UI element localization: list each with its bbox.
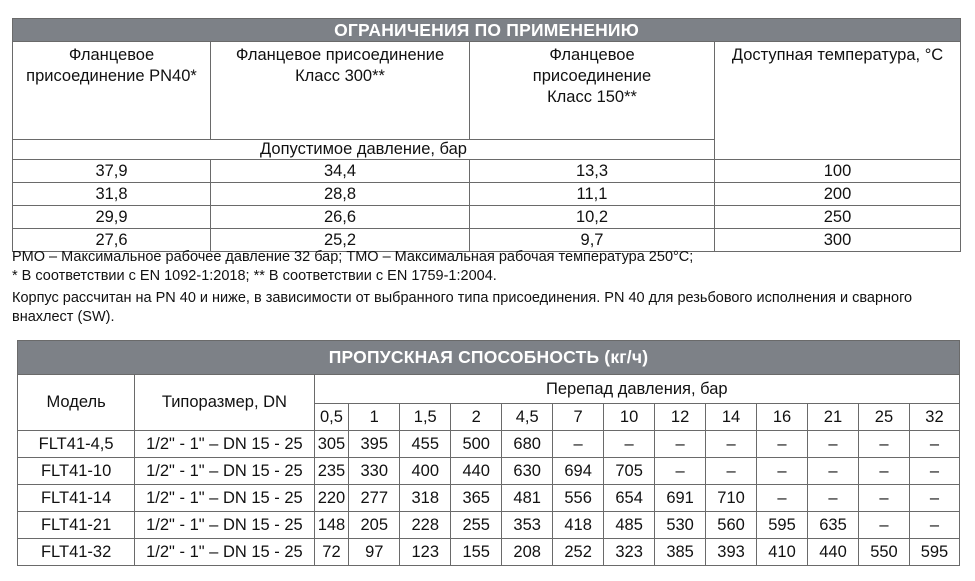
capacity-value-cell: 318 [400,485,451,512]
capacity-value-cell: 305 [314,431,349,458]
capacity-value-cell: 560 [706,512,757,539]
capacity-value-cell: 680 [502,431,553,458]
dp-header: Перепад давления, бар [314,375,959,404]
col-header-pn40: Фланцевое присоединение PN40* [13,42,211,140]
size-cell: 1/2" - 1" – DN 15 - 25 [135,458,314,485]
capacity-value-cell: 353 [502,512,553,539]
limits-row [13,206,961,229]
pressure-caption: Допустимое давление, бар [13,140,715,160]
capacity-value-cell: – [655,431,706,458]
size-cell: 1/2" - 1" – DN 15 - 25 [135,539,314,566]
capacity-value-cell: – [553,431,604,458]
capacity-value-cell: – [655,458,706,485]
capacity-value-cell: 455 [400,431,451,458]
capacity-value-cell: – [858,512,909,539]
capacity-row [18,431,960,458]
limits-title: ОГРАНИЧЕНИЯ ПО ПРИМЕНЕНИЮ [13,19,961,42]
capacity-row [18,512,960,539]
capacity-value-cell: 228 [400,512,451,539]
capacity-value-cell: – [858,458,909,485]
capacity-value-cell: – [909,485,959,512]
capacity-body [18,431,960,566]
capacity-value-cell: 595 [909,539,959,566]
capacity-value-cell: 481 [502,485,553,512]
dp-value-header: 16 [757,404,808,431]
capacity-value-cell: 400 [400,458,451,485]
capacity-value-cell: – [858,485,909,512]
capacity-table [17,340,960,566]
capacity-value-cell: – [757,458,808,485]
limits-cell: 300 [715,229,961,252]
capacity-value-cell: – [604,431,655,458]
capacity-value-cell: 418 [553,512,604,539]
capacity-value-cell: – [808,485,859,512]
capacity-value-cell: 205 [349,512,400,539]
dp-value-header: 4,5 [502,404,553,431]
capacity-value-cell: 208 [502,539,553,566]
limits-cell: 25,2 [211,229,470,252]
capacity-value-cell: – [909,431,959,458]
capacity-value-cell: – [858,431,909,458]
capacity-value-cell: 220 [314,485,349,512]
capacity-value-cell: 255 [451,512,502,539]
size-cell: 1/2" - 1" – DN 15 - 25 [135,431,314,458]
capacity-value-cell: – [757,431,808,458]
capacity-value-cell: 277 [349,485,400,512]
limits-row [13,160,961,183]
dp-value-header: 2 [451,404,502,431]
model-cell: FLT41-21 [18,512,135,539]
note-pmo-tmo: PMO – Максимальное рабочее давление 32 бар; TMO – Максимальная рабочая температура 250°C; [12,249,694,265]
limits-body [13,160,961,252]
capacity-value-cell: 410 [757,539,808,566]
capacity-value-cell: 485 [604,512,655,539]
model-header: Модель [18,375,135,431]
model-cell: FLT41-32 [18,539,135,566]
limits-table [12,18,961,252]
capacity-value-cell: 385 [655,539,706,566]
limits-cell: 9,7 [470,229,715,252]
capacity-value-cell: 155 [451,539,502,566]
capacity-value-cell: 330 [349,458,400,485]
capacity-value-cell: 710 [706,485,757,512]
dp-value-header: 10 [604,404,655,431]
capacity-row [18,458,960,485]
capacity-value-cell: – [757,485,808,512]
notes [12,248,960,327]
limits-cell: 27,6 [13,229,211,252]
capacity-value-cell: 123 [400,539,451,566]
limits-cell: 34,4 [211,160,470,183]
capacity-value-cell: 323 [604,539,655,566]
capacity-value-cell: 365 [451,485,502,512]
limits-cell: 28,8 [211,183,470,206]
capacity-value-cell: 705 [604,458,655,485]
capacity-value-cell: 97 [349,539,400,566]
dp-value-header: 32 [909,404,959,431]
model-cell: FLT41-10 [18,458,135,485]
col-header-class300: Фланцевое присоединение Класс 300** [211,42,470,140]
capacity-value-cell: – [808,431,859,458]
capacity-value-cell: 393 [706,539,757,566]
capacity-value-cell: 694 [553,458,604,485]
capacity-value-cell: 235 [314,458,349,485]
size-cell: 1/2" - 1" – DN 15 - 25 [135,512,314,539]
capacity-value-cell: – [909,512,959,539]
dp-value-header: 0,5 [314,404,349,431]
limits-cell: 11,1 [470,183,715,206]
dp-value-header: 1,5 [400,404,451,431]
limits-cell: 200 [715,183,961,206]
capacity-value-cell: 252 [553,539,604,566]
limits-cell: 29,9 [13,206,211,229]
model-cell: FLT41-14 [18,485,135,512]
note-body: Корпус рассчитан на PN 40 и ниже, в зависимости от выбранного типа присоединения. PN 40 для резьбового исполнения и сварного внахлест (SW). [12,290,913,325]
limits-row [13,183,961,206]
model-cell: FLT41-4,5 [18,431,135,458]
capacity-value-cell: 440 [451,458,502,485]
capacity-value-cell: 440 [808,539,859,566]
dp-value-header: 12 [655,404,706,431]
capacity-value-cell: 556 [553,485,604,512]
limits-cell: 100 [715,160,961,183]
dp-value-header: 21 [808,404,859,431]
limits-cell: 31,8 [13,183,211,206]
capacity-value-cell: 635 [808,512,859,539]
capacity-value-cell: 72 [314,539,349,566]
capacity-value-cell: – [808,458,859,485]
capacity-value-cell: – [706,431,757,458]
capacity-value-cell: 500 [451,431,502,458]
dp-value-header: 14 [706,404,757,431]
dp-value-header: 25 [858,404,909,431]
col-header-class150: Фланцевое присоединение Класс 150** [470,42,715,140]
capacity-value-cell: – [706,458,757,485]
dp-value-header: 1 [349,404,400,431]
capacity-value-cell: 148 [314,512,349,539]
dp-value-header: 7 [553,404,604,431]
capacity-value-cell: 691 [655,485,706,512]
col-header-temperature: Доступная температура, °С [715,42,961,160]
note-standards: * В соответствии с EN 1092-1:2018; ** В соответствии с EN 1759-1:2004. [12,268,497,284]
size-cell: 1/2" - 1" – DN 15 - 25 [135,485,314,512]
capacity-value-cell: 530 [655,512,706,539]
limits-cell: 37,9 [13,160,211,183]
capacity-value-cell: 595 [757,512,808,539]
size-header: Типоразмер, DN [135,375,314,431]
capacity-value-cell: 630 [502,458,553,485]
capacity-row [18,539,960,566]
capacity-row [18,485,960,512]
limits-cell: 13,3 [470,160,715,183]
capacity-value-cell: 550 [858,539,909,566]
capacity-value-cell: 654 [604,485,655,512]
limits-cell: 26,6 [211,206,470,229]
capacity-title: ПРОПУСКНАЯ СПОСОБНОСТЬ (кг/ч) [18,341,960,375]
limits-cell: 250 [715,206,961,229]
capacity-value-cell: 395 [349,431,400,458]
limits-cell: 10,2 [470,206,715,229]
capacity-value-cell: – [909,458,959,485]
